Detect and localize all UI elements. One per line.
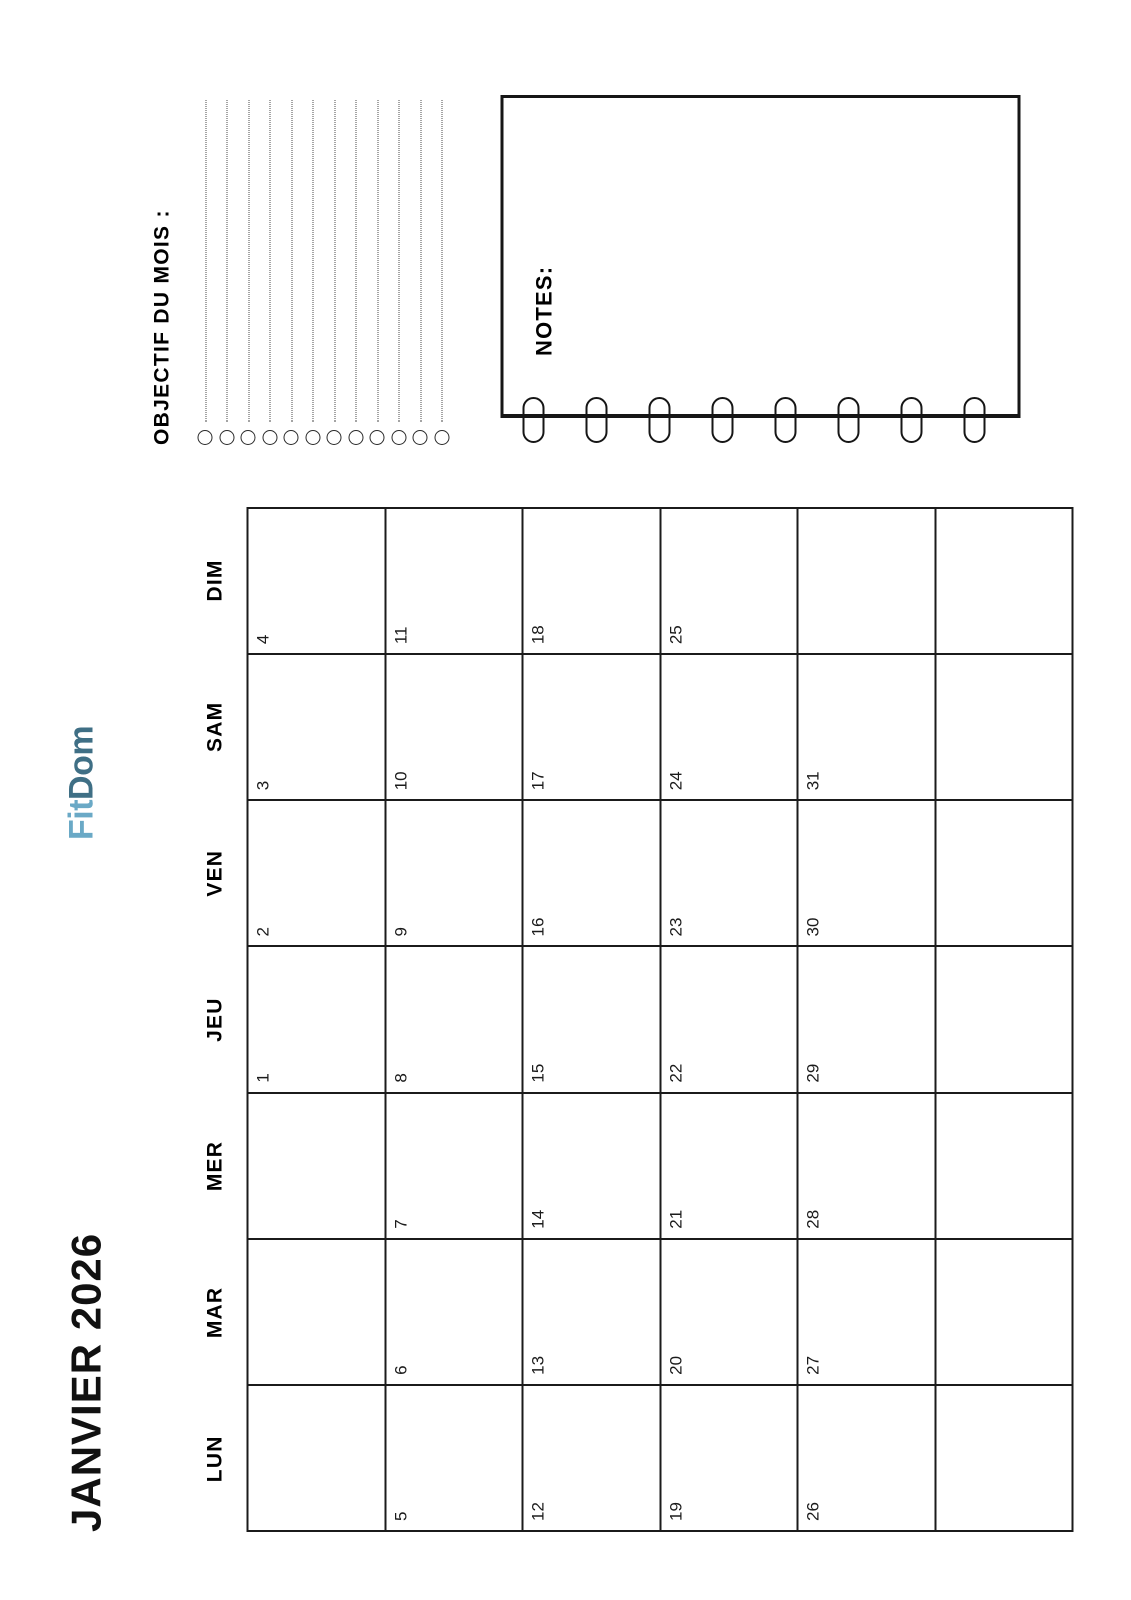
calendar-day-cell[interactable] xyxy=(523,507,661,653)
calendar-day-cell[interactable] xyxy=(248,1238,386,1384)
calendar-week-row xyxy=(523,507,661,1530)
calendar-week-row xyxy=(798,507,936,1530)
calendar-day-cell[interactable] xyxy=(248,799,386,945)
calendar-day-cell[interactable] xyxy=(798,507,936,653)
calendar-day-cell[interactable] xyxy=(936,1238,1074,1384)
brand-logo xyxy=(62,726,101,840)
goal-row[interactable] xyxy=(366,100,388,445)
goal-write-line[interactable] xyxy=(311,100,313,422)
goal-write-line[interactable] xyxy=(225,100,227,422)
goal-write-line[interactable] xyxy=(290,100,292,422)
day-number: 3 xyxy=(253,780,272,791)
day-number: 25 xyxy=(665,625,685,645)
goal-row[interactable] xyxy=(323,100,345,445)
goal-row[interactable] xyxy=(345,100,367,445)
calendar-day-cell[interactable] xyxy=(523,1384,661,1530)
day-number: 14 xyxy=(528,1209,547,1229)
calendar-week-row xyxy=(661,507,799,1530)
calendar-day-cell[interactable] xyxy=(661,1384,799,1530)
calendar-day-cell[interactable] xyxy=(386,1238,524,1384)
spiral-ring-icon xyxy=(963,397,985,443)
checkbox-circle-icon[interactable] xyxy=(240,430,255,445)
calendar-day-cell[interactable] xyxy=(936,1384,1074,1530)
calendar-day-cell[interactable] xyxy=(248,1092,386,1238)
checkbox-circle-icon[interactable] xyxy=(412,430,427,445)
calendar-day-cell[interactable] xyxy=(798,1238,936,1384)
calendar-week-row xyxy=(386,507,524,1530)
goal-write-line[interactable] xyxy=(247,100,249,422)
calendar-day-cell[interactable] xyxy=(386,507,524,653)
calendar-day-cell[interactable] xyxy=(523,945,661,1091)
spiral-ring-icon xyxy=(522,397,544,443)
day-number: 9 xyxy=(390,926,410,937)
calendar-weekday-header-row xyxy=(198,507,246,1532)
day-number: 4 xyxy=(253,634,272,645)
spiral-ring-icon xyxy=(648,397,670,443)
goal-row[interactable] xyxy=(431,100,453,445)
notes-label: NOTES: xyxy=(531,265,556,356)
calendar-day-cell[interactable] xyxy=(661,507,799,653)
checkbox-circle-icon[interactable] xyxy=(262,430,277,445)
calendar-day-cell[interactable] xyxy=(798,799,936,945)
monthly-goal-title: OBJECTIF DU MOIS : xyxy=(150,209,173,445)
calendar-day-cell[interactable] xyxy=(386,945,524,1091)
spiral-ring-icon xyxy=(837,397,859,443)
calendar-day-cell[interactable] xyxy=(936,799,1074,945)
spiral-ring-icon xyxy=(585,397,607,443)
calendar-day-cell[interactable] xyxy=(936,1092,1074,1238)
goal-row[interactable] xyxy=(259,100,281,445)
goal-row[interactable] xyxy=(237,100,259,445)
calendar-day-cell[interactable] xyxy=(248,507,386,653)
checkbox-circle-icon[interactable] xyxy=(283,430,298,445)
calendar-day-cell[interactable] xyxy=(386,653,524,799)
day-number: 8 xyxy=(390,1073,410,1083)
calendar-day-cell[interactable] xyxy=(248,653,386,799)
calendar-day-cell[interactable] xyxy=(936,507,1074,653)
calendar-week-row xyxy=(936,507,1074,1530)
day-number: 31 xyxy=(803,771,822,791)
goal-row[interactable] xyxy=(194,100,216,445)
calendar-day-cell[interactable] xyxy=(936,653,1074,799)
spiral-ring-icon xyxy=(774,397,796,443)
day-number: 21 xyxy=(665,1209,685,1229)
checkbox-circle-icon[interactable] xyxy=(434,430,449,445)
checkbox-circle-icon[interactable] xyxy=(219,430,234,445)
day-number: 12 xyxy=(528,1502,547,1521)
spiral-ring-icon xyxy=(900,397,922,443)
day-number: 22 xyxy=(665,1063,685,1083)
calendar-day-cell[interactable] xyxy=(661,799,799,945)
calendar-day-cell[interactable] xyxy=(386,1384,524,1530)
calendar-grid xyxy=(246,507,1073,1532)
calendar-day-cell[interactable] xyxy=(661,1238,799,1384)
day-number: 20 xyxy=(665,1355,685,1375)
goal-write-line[interactable] xyxy=(354,100,356,422)
checkbox-circle-icon[interactable] xyxy=(391,430,406,445)
goal-row[interactable] xyxy=(216,100,238,445)
day-number: 23 xyxy=(665,917,685,937)
day-number: 19 xyxy=(665,1502,685,1521)
notes-paper[interactable] xyxy=(500,95,1020,417)
calendar-week-row xyxy=(248,507,386,1530)
goal-write-line[interactable] xyxy=(440,100,442,422)
calendar-day-cell[interactable] xyxy=(386,799,524,945)
page-title: JANVIER 2026 xyxy=(62,1232,109,1532)
goal-write-line[interactable] xyxy=(419,100,421,422)
notes-section xyxy=(500,95,1020,445)
weekday-header-mer: MER xyxy=(203,1140,226,1192)
day-number: 16 xyxy=(528,917,547,937)
goal-write-line[interactable] xyxy=(204,100,206,422)
calendar-day-cell[interactable] xyxy=(523,1238,661,1384)
calendar-day-cell[interactable] xyxy=(661,945,799,1091)
calendar-day-cell[interactable] xyxy=(798,1384,936,1530)
day-number: 6 xyxy=(390,1365,410,1375)
brand-logo-part1: Fit xyxy=(62,799,100,840)
day-number: 18 xyxy=(528,625,547,645)
day-number: 11 xyxy=(390,626,410,645)
checkbox-circle-icon[interactable] xyxy=(369,430,384,445)
day-number: 15 xyxy=(528,1063,547,1083)
goal-row[interactable] xyxy=(302,100,324,445)
monthly-goal-section xyxy=(150,85,440,445)
calendar-day-cell[interactable] xyxy=(248,945,386,1091)
calendar-day-cell[interactable] xyxy=(661,1092,799,1238)
goal-write-line[interactable] xyxy=(397,100,399,422)
day-number: 17 xyxy=(528,771,547,791)
day-number: 1 xyxy=(253,1073,272,1083)
goal-write-line[interactable] xyxy=(333,100,335,422)
calendar-day-cell[interactable] xyxy=(936,945,1074,1091)
goal-write-line[interactable] xyxy=(376,100,378,422)
calendar-day-cell[interactable] xyxy=(523,653,661,799)
calendar-day-cell[interactable] xyxy=(798,945,936,1091)
calendar-day-cell[interactable] xyxy=(523,799,661,945)
day-number: 24 xyxy=(665,771,685,791)
checkbox-circle-icon[interactable] xyxy=(305,430,320,445)
day-number: 30 xyxy=(803,917,822,937)
goal-write-line[interactable] xyxy=(268,100,270,422)
day-number: 29 xyxy=(803,1063,822,1083)
goal-row[interactable] xyxy=(388,100,410,445)
weekday-header-lun: LUN xyxy=(203,1435,226,1483)
calendar-day-cell[interactable] xyxy=(798,653,936,799)
calendar-day-cell[interactable] xyxy=(386,1092,524,1238)
goal-row[interactable] xyxy=(280,100,302,445)
checkbox-circle-icon[interactable] xyxy=(348,430,363,445)
weekday-header-ven: VEN xyxy=(203,849,226,897)
checkbox-circle-icon[interactable] xyxy=(197,430,212,445)
calendar-day-cell[interactable] xyxy=(661,653,799,799)
day-number: 26 xyxy=(803,1502,822,1521)
day-number: 28 xyxy=(803,1209,822,1229)
weekday-header-jeu: JEU xyxy=(203,997,226,1042)
day-number: 13 xyxy=(528,1355,547,1375)
monthly-goal-list xyxy=(194,100,434,445)
calendar-day-cell[interactable] xyxy=(523,1092,661,1238)
checkbox-circle-icon[interactable] xyxy=(326,430,341,445)
calendar-day-cell[interactable] xyxy=(248,1384,386,1530)
day-number: 27 xyxy=(803,1355,822,1375)
day-number: 10 xyxy=(390,771,410,791)
brand-logo-part2: Dom xyxy=(62,725,100,800)
notebook-spine xyxy=(500,415,1020,418)
weekday-header-sam: SAM xyxy=(203,701,226,752)
goal-row[interactable] xyxy=(409,100,431,445)
weekday-header-mar: MAR xyxy=(203,1286,226,1339)
spiral-ring-icon xyxy=(711,397,733,443)
calendar xyxy=(198,507,1073,1532)
calendar-day-cell[interactable] xyxy=(798,1092,936,1238)
day-number: 7 xyxy=(390,1219,410,1229)
weekday-header-dim: DIM xyxy=(203,559,226,602)
day-number: 2 xyxy=(253,926,272,937)
day-number: 5 xyxy=(390,1511,410,1521)
